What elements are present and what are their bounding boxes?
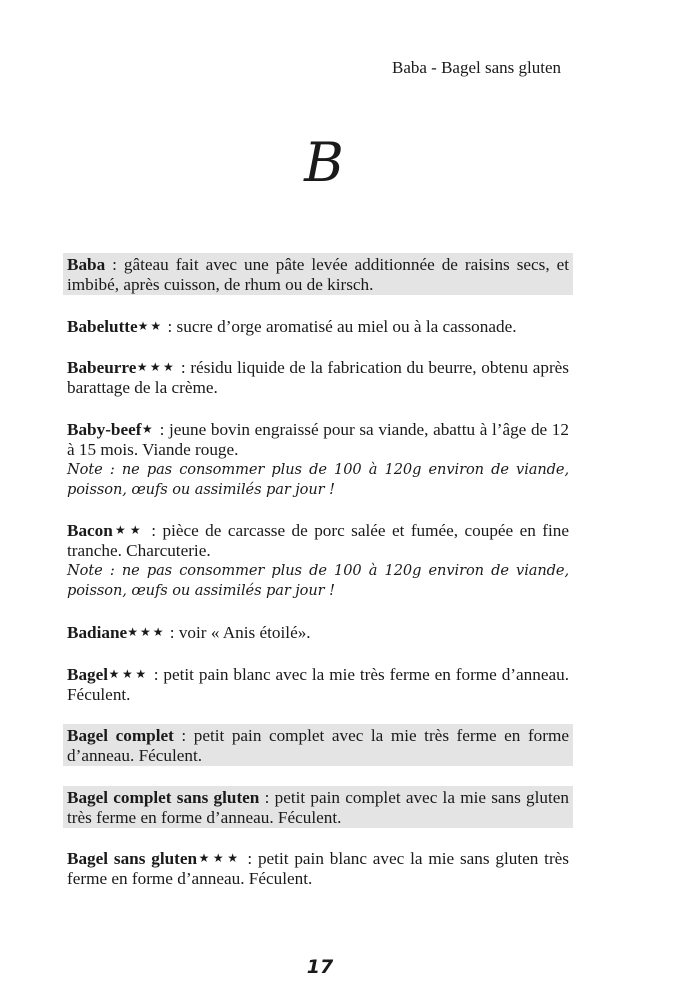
page-number: 17 [306,956,334,978]
rating-stars: ★★★ [197,851,242,866]
entry-note: Note : ne pas consommer plus de 100 à 120g environ de viande, poisson, œufs ou assimilés par jour ! [67,562,569,600]
entry-term: Babelutte [67,316,138,336]
entry-definition: : voir « Anis étoilé». [165,622,311,642]
entry [63,519,573,601]
entry [63,253,573,295]
entry-definition: : petit pain blanc avec la mie sans gluten très ferme en forme d’anneau. Féculent. [67,849,569,889]
entry-term: Baby-beef [67,419,142,439]
entry-term: Babeurre [67,358,137,378]
entry [63,356,573,398]
rating-stars: ★★ [137,318,164,333]
rating-stars: ★★★ [108,666,149,681]
rating-stars: ★★ [112,523,145,538]
rating-stars: ★★★ [136,360,177,375]
section-letter: B [304,131,344,194]
entry-definition: : gâteau fait avec une pâte levée additionnée de raisins secs, et imbibé, après cuisson, de rhum ou de kirsch. [67,255,569,294]
entry [63,621,573,643]
rating-stars: ★ [141,421,155,436]
entry-term: Bacon [67,521,113,541]
entry [63,847,573,889]
entry-definition: : pièce de carcasse de porc salée et fumée, coupée en fine tranche. Charcuterie. [67,521,570,561]
entry-definition: : petit pain blanc avec la mie très ferme en forme d’anneau. Féculent. [67,664,569,704]
entry-term: Badiane [67,622,128,642]
entry-definition: : jeune bovin engraissé pour sa viande, abattu à l’âge de 12 à 15 mois. Viande rouge. [67,419,569,459]
entry [63,663,573,705]
entry-definition: : résidu liquide de la fabrication du beurre, obtenu après barattage de la crème. [67,358,569,398]
entry-term: Bagel complet [67,726,174,746]
entry-term: Bagel complet sans gluten [67,787,260,807]
entry-definition: : petit pain complet avec la mie sans gluten très ferme en forme d’anneau. Féculent. [67,787,570,827]
entry [63,418,573,500]
dictionary-entries [63,253,573,909]
running-header: Baba - Bagel sans gluten [391,58,561,77]
entry-term: Baba [67,255,106,274]
entry [63,724,573,766]
entry [63,315,573,337]
entry-definition: : petit pain complet avec la mie très ferme en forme d’anneau. Féculent. [67,726,569,766]
entry-term: Bagel [67,664,109,684]
rating-stars: ★★★ [127,624,166,639]
entry-definition: : sucre d’orge aromatisé au miel ou à la cassonade. [163,316,517,336]
entry-note: Note : ne pas consommer plus de 100 à 120g environ de viande, poisson, œufs ou assimilés par jour ! [67,460,569,498]
entry [63,786,573,828]
entry-term: Bagel sans gluten [67,849,198,869]
